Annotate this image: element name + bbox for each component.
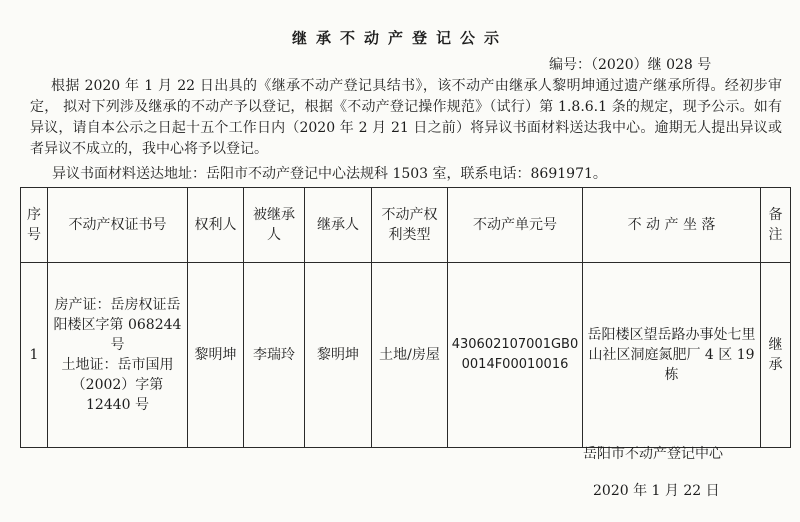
cell-location: 岳阳楼区望岳路办事处七里山社区洞庭氮肥厂 4 区 19 栋 <box>583 263 761 448</box>
notice-paragraph: 根据 2020 年 1 月 22 日出具的《继承不动产登记具结书》，该不动产由继承人黎明坤通过遗产继承所得。经初步审定， 拟对下列涉及继承的不动产予以登记，根据《不动产登记操作规范》（试行）第 1.8.6.1 条的规定，现予公示。如有异议，请自本公示之日起十五个工作日内（2020 年 2 月 21 日之前）将异议书面材料送达我中心。逾期无人提出异议或者异议不成立的，我中心将予以登记。 <box>30 78 782 157</box>
cert-house: 房产证：岳房权证岳阳楼区字第 068244 号 <box>53 297 182 353</box>
cell-note: 继承 <box>761 263 791 448</box>
issue-date: 2020 年 1 月 22 日 <box>593 483 720 499</box>
header-seq: 序号 <box>21 188 48 263</box>
cell-heir: 黎明坤 <box>305 263 372 448</box>
header-note: 备注 <box>761 188 791 263</box>
header-benefactor: 被继承人 <box>244 188 305 263</box>
unit-no-line-2: 0014F00010016 <box>461 357 569 372</box>
cell-right-type: 土地/房屋 <box>372 263 448 448</box>
property-table <box>20 187 791 448</box>
cell-unit-no <box>448 263 583 448</box>
header-right-holder: 权利人 <box>188 188 244 263</box>
header-unit-no: 不动产单元号 <box>448 188 583 263</box>
header-heir: 继承人 <box>305 188 372 263</box>
unit-no-line-1: 430602107001GB0 <box>451 337 579 352</box>
cell-benefactor: 李瑞玲 <box>244 263 305 448</box>
table-header-row <box>21 188 791 263</box>
objection-address: 异议书面材料送达地址：岳阳市不动产登记中心法规科 1503 室，联系电话：8691971。 <box>52 166 607 182</box>
issuer-name: 岳阳市不动产登记中心 <box>583 446 723 462</box>
page-title: 继承不动产登记公示 <box>291 29 508 47</box>
header-location: 不 动 产 坐 落 <box>583 188 761 263</box>
cert-land: 土地证：岳市国用（2002）字第 12440 号 <box>61 357 174 413</box>
cell-cert <box>48 263 188 448</box>
header-right-type: 不动产权利类型 <box>372 188 448 263</box>
table-row <box>21 263 791 448</box>
document-number: 编号：（2020）继 028 号 <box>549 57 712 73</box>
cell-right-holder: 黎明坤 <box>188 263 244 448</box>
cell-seq: 1 <box>21 263 48 448</box>
header-cert: 不动产权证书号 <box>48 188 188 263</box>
